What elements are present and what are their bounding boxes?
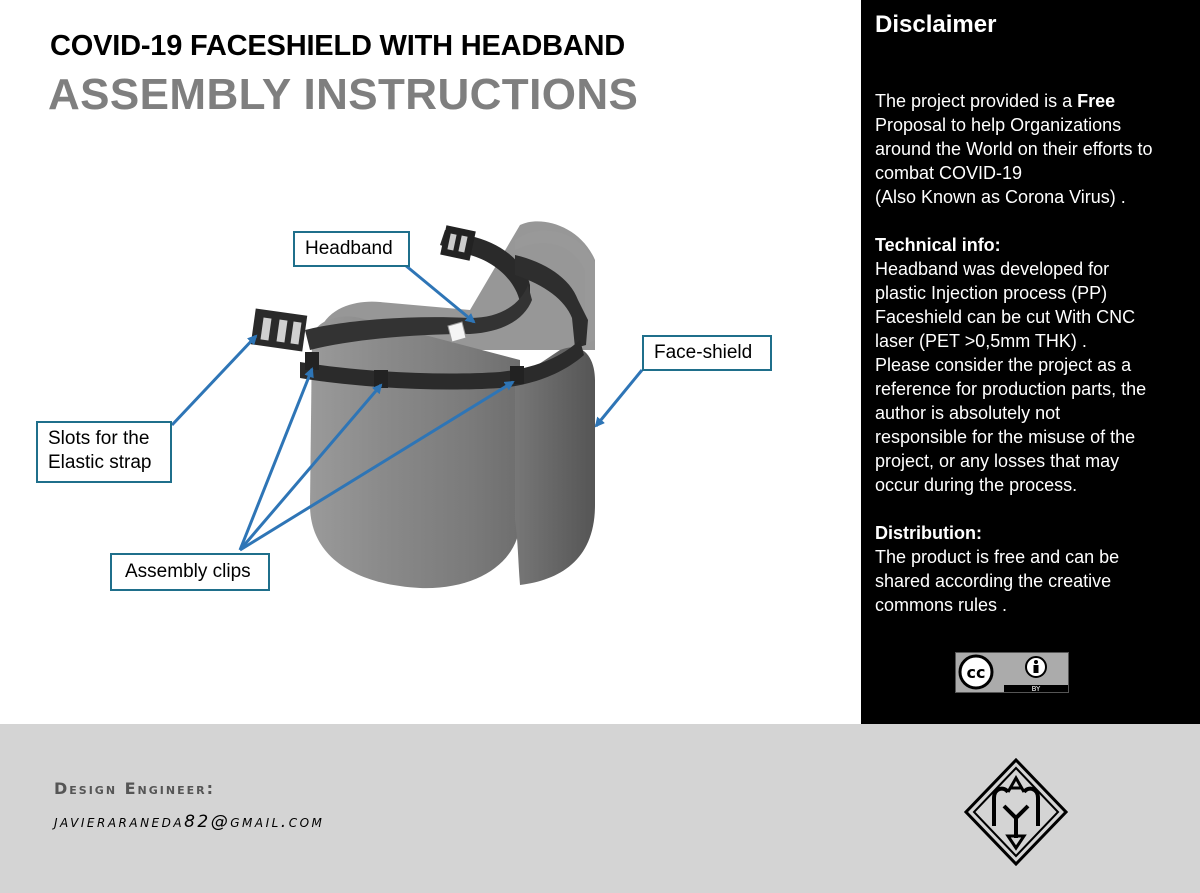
callout-headband: Headband — [293, 231, 410, 267]
callout-assembly-clips: Assembly clips — [110, 553, 270, 591]
technical-info-heading: Technical info: — [875, 235, 1001, 255]
callout-slots — [36, 421, 172, 483]
callout-face-shield: Face-shield — [642, 335, 772, 371]
callout-slots-line1: Slots for the — [48, 428, 150, 449]
distribution-heading: Distribution: — [875, 523, 982, 543]
page-subtitle: ASSEMBLY INSTRUCTIONS — [48, 70, 639, 119]
page-title: COVID-19 FACESHIELD WITH HEADBAND — [50, 30, 626, 62]
designer-label: Design Engineer: — [54, 779, 215, 798]
designer-email: javieraraneda82@gmail.com — [54, 812, 325, 832]
disclaimer-intro: The project provided is a Free Proposal to help Organizations around the World on their efforts to combat COVID-19 (Also Known as Corona Virus) . — [875, 91, 1153, 207]
disclaimer-body — [875, 89, 1195, 641]
disclaimer-title: Disclaimer — [875, 11, 997, 38]
cc-by-license-badge — [955, 652, 1069, 693]
disclaimer-panel — [861, 0, 1200, 724]
technical-info: Technical info: Headband was developed for plastic Injection process (PP) Faceshield can be cut With CNC laser (PET >0,5mm THK) . Please consider the project as a reference for production parts, the author is absolutely not responsible for the misuse of the project, or any losses that may occur during the process. — [875, 233, 1195, 497]
clip-left — [305, 352, 319, 370]
arrow-clip-1 — [240, 369, 312, 550]
arrow-slots — [172, 336, 256, 425]
cc-by-icon — [956, 653, 1068, 692]
arrow-faceshield — [596, 370, 642, 426]
distribution: Distribution: The product is free and can be shared according the creative commons rules . — [875, 521, 1195, 617]
cc-mark: cc — [966, 663, 986, 682]
by-mark: BY — [1031, 685, 1041, 692]
callout-slots-line2: Elastic strap — [48, 452, 152, 473]
free-emphasis: Free — [1077, 91, 1116, 111]
shield-front — [310, 316, 520, 588]
designer-logo-icon — [964, 758, 1068, 866]
